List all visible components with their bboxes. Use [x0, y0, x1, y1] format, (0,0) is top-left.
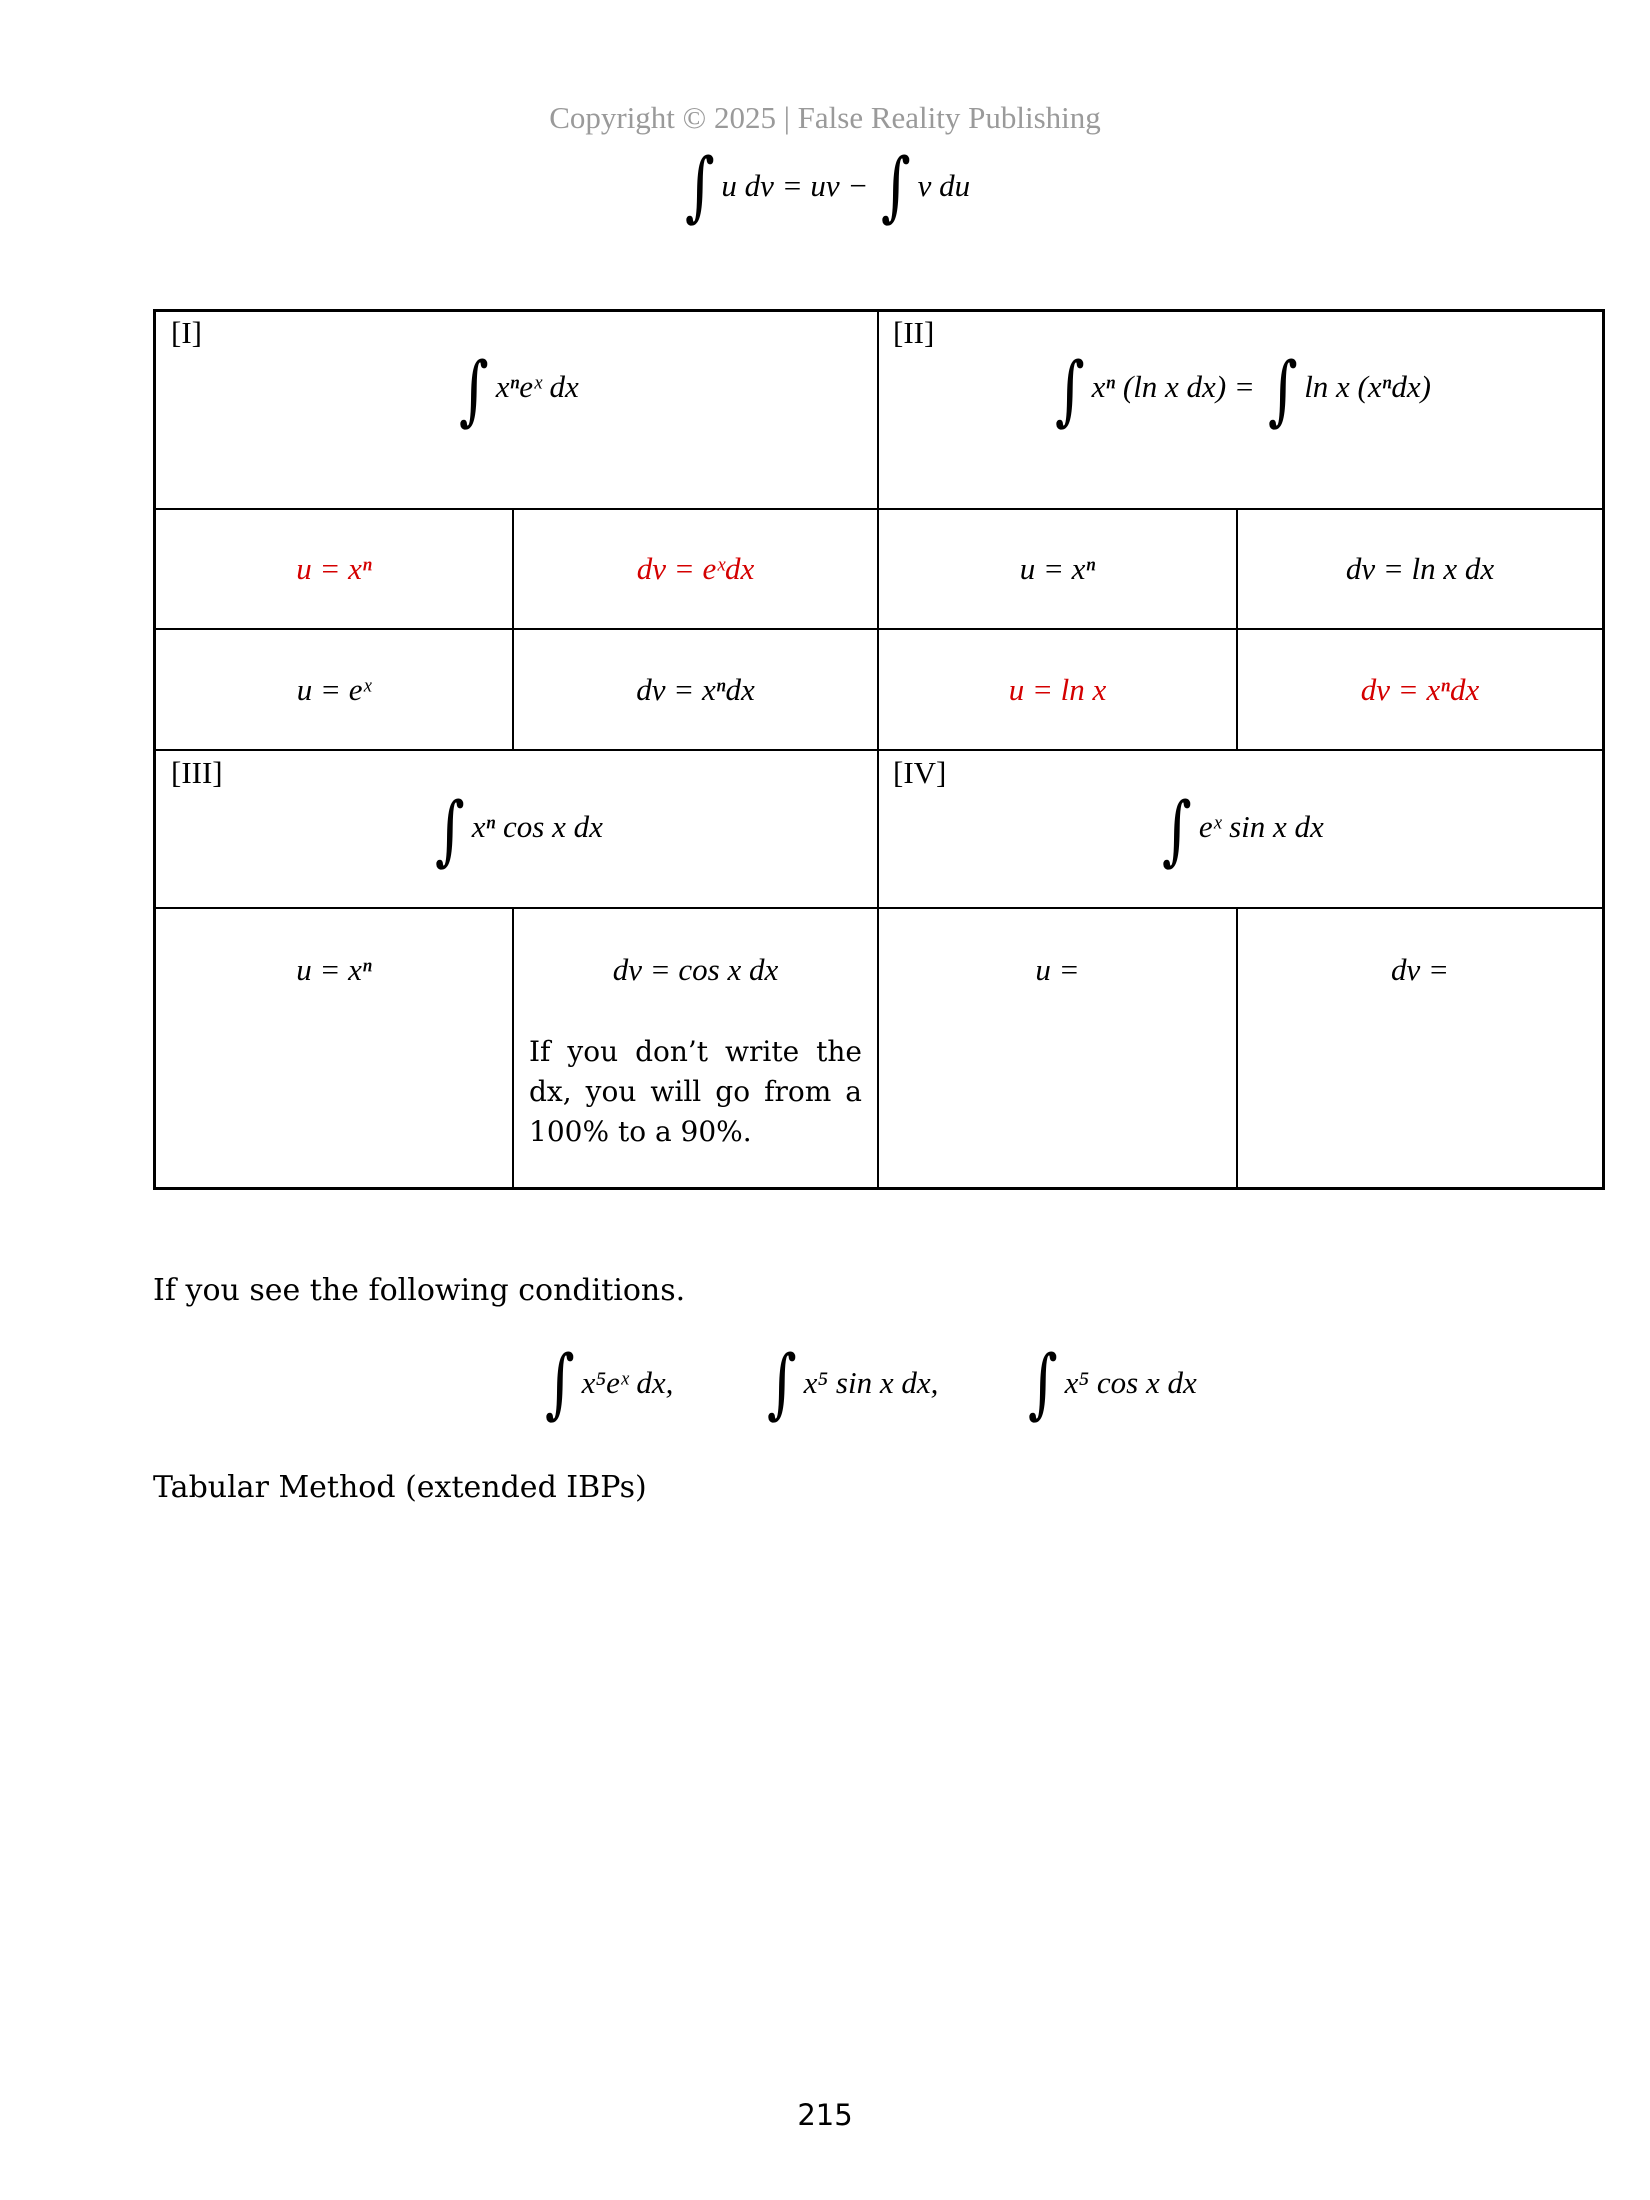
integral-sign-icon: ∫: [766, 1338, 797, 1427]
integral-sign-icon: ∫: [880, 141, 911, 230]
integral-sign-icon: ∫: [1054, 345, 1085, 434]
cell-dv-answer: dv = cos x dx: [612, 952, 779, 987]
formula-lhs: u dv: [721, 168, 774, 203]
cell-dv-alt: dv = ln x dx: [1345, 551, 1495, 586]
example-integral: ∫ x⁵ sin x dx,: [766, 1338, 939, 1427]
cell-dv-choice: dv = eˣdx: [636, 551, 755, 586]
integral-sign-icon: ∫: [435, 785, 465, 874]
cell-u-blank: u =: [1035, 952, 1080, 987]
integral-sign-icon: ∫: [1027, 1338, 1058, 1427]
section-ii-integral: ∫ xⁿ (ln x dx) = ∫ ln x (xⁿdx): [1054, 345, 1431, 434]
section-i-integral: ∫ xⁿeˣ dx: [459, 345, 579, 434]
cell-u-alt: u = xⁿ: [1019, 551, 1096, 586]
integral-sign-icon: ∫: [684, 141, 715, 230]
section-iv-integral: ∫ eˣ sin x dx: [1162, 785, 1324, 874]
section-label-ii: [II]: [893, 315, 935, 350]
cell-u-alt: u = eˣ: [296, 671, 372, 707]
formula-rhs-b: v du: [917, 168, 971, 203]
formula-rhs-a: = uv −: [781, 168, 869, 203]
cell-dv-choice: dv = xⁿdx: [1360, 671, 1480, 707]
cell-dv-blank: dv =: [1391, 952, 1449, 987]
integral-sign-icon: ∫: [1162, 785, 1192, 874]
ibp-formula: [0, 141, 1650, 230]
integral-sign-icon: ∫: [459, 345, 489, 434]
conditions-text: If you see the following conditions.: [153, 1273, 686, 1308]
integral-sign-icon: ∫: [544, 1338, 575, 1427]
section-label-iii: [III]: [171, 755, 223, 790]
example-integral: ∫ x⁵ cos x dx: [1027, 1338, 1197, 1427]
example-integral: ∫ x⁵eˣ dx,: [544, 1338, 674, 1427]
section-label-i: [I]: [171, 315, 202, 350]
cell-u-choice: u = xⁿ: [296, 551, 372, 586]
tabular-method-heading: Tabular Method (extended IBPs): [153, 1470, 647, 1505]
section-iii-integral: ∫ xⁿ cos x dx: [435, 785, 603, 874]
cell-dv-alt: dv = xⁿdx: [636, 671, 755, 707]
cell-u-answer: u = xⁿ: [296, 952, 372, 987]
integral-sign-icon: ∫: [1267, 345, 1298, 434]
section-label-iv: [IV]: [893, 755, 947, 790]
copyright-notice: Copyright © 2025 | False Reality Publishing: [549, 100, 1101, 135]
dx-reminder-note: If you don’t write the dx, you will go from a 100% to a 90%.: [529, 1035, 862, 1148]
cell-u-choice: u = ln x: [1008, 671, 1107, 707]
page-number: 215: [797, 2098, 853, 2132]
